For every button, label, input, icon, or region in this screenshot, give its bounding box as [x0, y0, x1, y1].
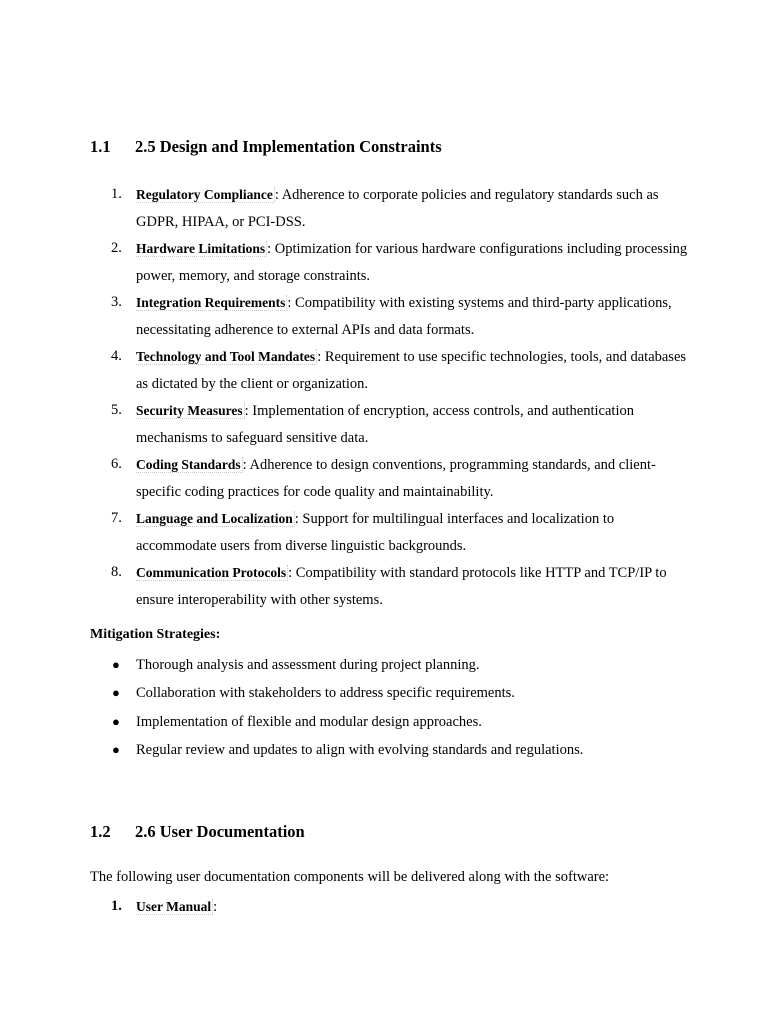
item-text: : Compatibility with existing systems and third-party applications, necessitating adherence to external APIs and data formats.: [136, 295, 672, 338]
list-item: [90, 343, 690, 397]
item-term: Regulatory Compliance: [136, 187, 273, 202]
section-heading-2-5: [90, 137, 442, 157]
item-number: 7.: [111, 510, 122, 526]
item-number: 1.: [111, 186, 122, 202]
bullet-icon: ●: [112, 685, 120, 701]
item-text: : Support for multilingual interfaces and localization to accommodate users from diverse linguistic backgrounds.: [136, 511, 615, 554]
item-text: Regular review and updates to align with evolving standards and regulations.: [136, 741, 584, 758]
bullet-icon: ●: [112, 713, 120, 729]
item-term: Language and Localization: [136, 511, 293, 526]
item-number: 1.: [111, 898, 122, 914]
item-number: 6.: [111, 456, 122, 472]
item-term: Coding Standards: [136, 457, 241, 472]
list-item: [90, 893, 690, 921]
heading-title: 2.5 Design and Implementation Constraints: [135, 137, 442, 156]
heading-number: 1.2: [90, 822, 111, 841]
item-number: 2.: [111, 240, 122, 256]
item-text: : Compatibility with standard protocols like HTTP and TCP/IP to ensure interoperability with other systems.: [136, 565, 667, 608]
item-text: :: [213, 899, 218, 915]
list-item: [90, 289, 690, 343]
heading-number: 1.1: [90, 137, 111, 156]
item-text: Thorough analysis and assessment during project planning.: [136, 657, 480, 673]
user-doc-intro: The following user documentation components will be delivered along with the software:: [90, 869, 610, 885]
item-term: Integration Requirements: [136, 295, 286, 310]
list-item: [90, 235, 690, 289]
section-heading-2-6: [90, 822, 305, 842]
item-term: User Manual: [136, 899, 212, 914]
item-text: : Optimization for various hardware configurations including processing power, memory, and storage constraints.: [136, 241, 688, 284]
bullet-icon: ●: [112, 657, 120, 672]
item-number: 3.: [111, 294, 122, 310]
item-term: Technology and Tool Mandates: [136, 349, 316, 364]
list-item: [90, 397, 690, 451]
item-number: 5.: [111, 402, 122, 418]
list-item: [90, 559, 690, 613]
item-number: 4.: [111, 348, 122, 364]
item-text: Implementation of flexible and modular design approaches.: [136, 713, 482, 730]
list-item: [90, 505, 690, 559]
constraints-list: [90, 181, 690, 613]
user-doc-list: [90, 893, 690, 921]
item-text: : Adherence to design conventions, programming standards, and client-specific coding practices for code quality and maintainability.: [136, 457, 656, 500]
item-text: : Adherence to corporate policies and regulatory standards such as GDPR, HIPAA, or PCI-DSS.: [136, 187, 659, 230]
list-item: [90, 451, 690, 505]
list-item: [90, 736, 690, 764]
item-term: Hardware Limitations: [136, 241, 266, 256]
item-term: Communication Protocols: [136, 565, 287, 580]
list-item: [90, 181, 690, 235]
item-text: : Implementation of encryption, access controls, and authentication mechanisms to safeguard sensitive data.: [136, 403, 634, 446]
bullet-icon: ●: [112, 741, 120, 757]
item-number: 8.: [111, 564, 122, 580]
mitigation-title: Mitigation Strategies:: [90, 627, 221, 642]
list-item: [90, 708, 690, 736]
list-item: [90, 651, 690, 679]
item-text: : Requirement to use specific technologies, tools, and databases as dictated by the client or organization.: [136, 349, 687, 392]
mitigation-list: [90, 651, 690, 764]
item-term: Security Measures: [136, 403, 243, 418]
list-item: [90, 679, 690, 707]
item-text: Collaboration with stakeholders to address specific requirements.: [136, 685, 515, 702]
heading-title: 2.6 User Documentation: [135, 822, 305, 841]
